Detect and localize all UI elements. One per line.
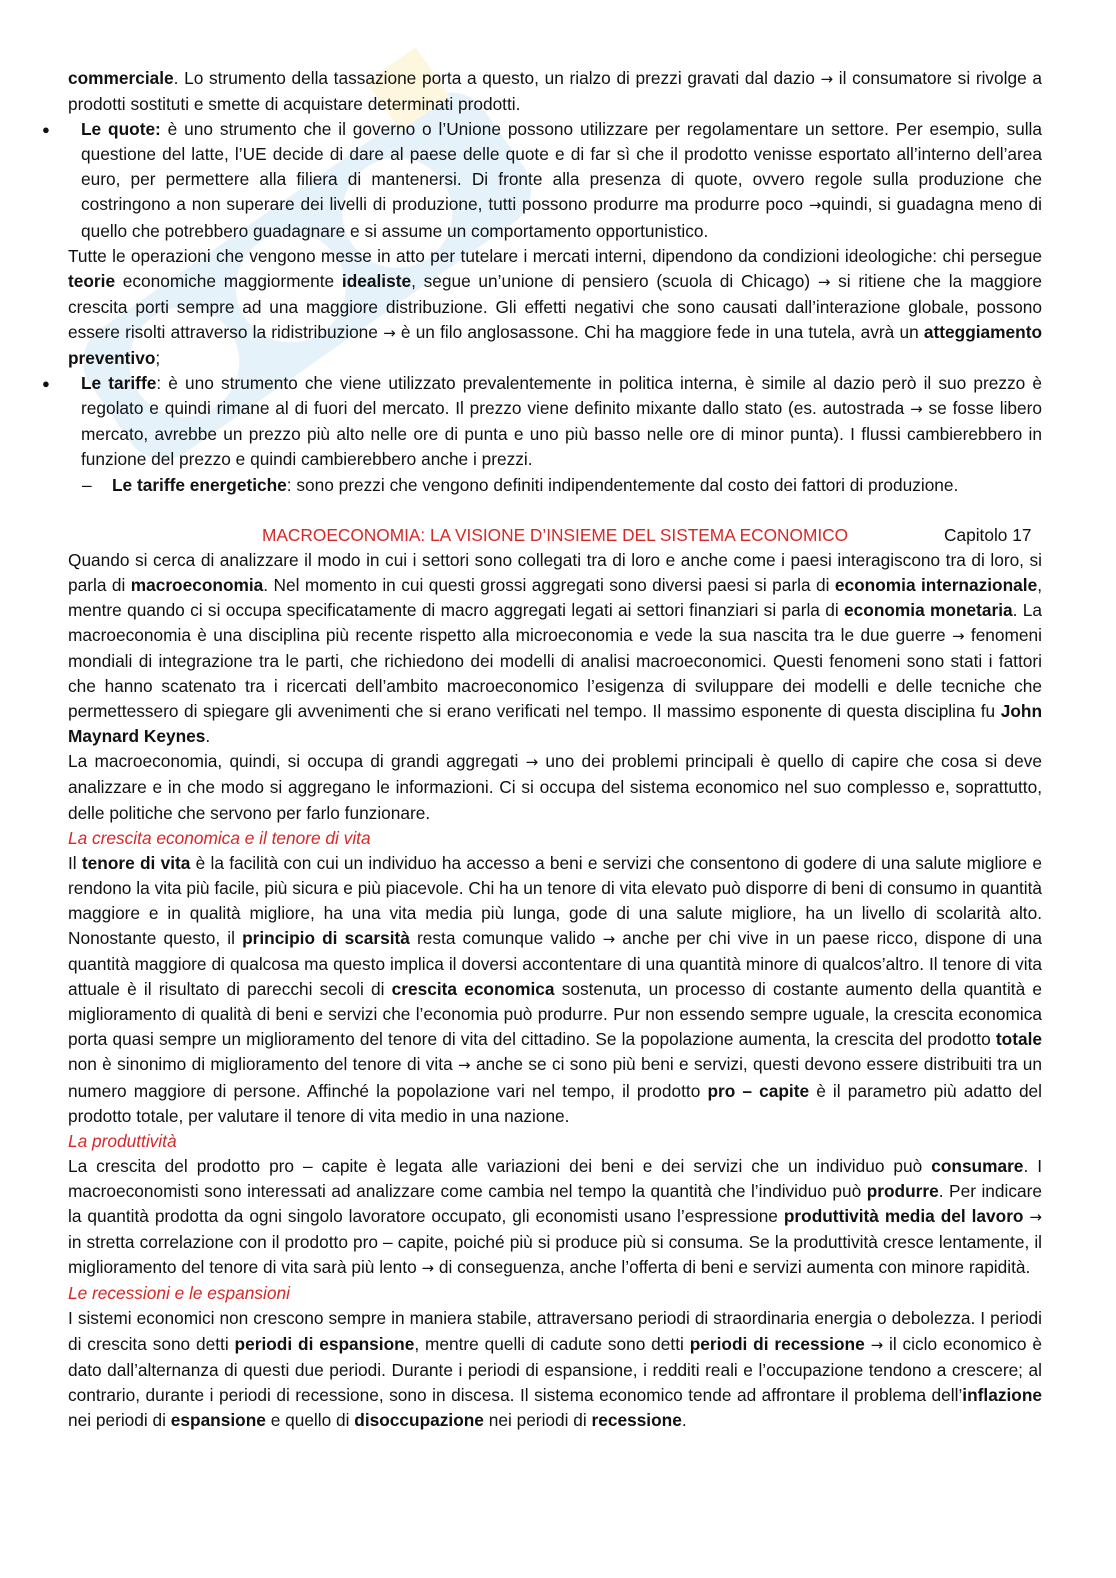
text: . xyxy=(205,726,211,747)
text: La crescita del prodotto pro – capite è legata alle variazioni dei beni e dei servizi che un individuo può xyxy=(68,1155,932,1176)
text: . Per indicare la quantità prodotta da ogni singolo lavoratore occupato, gli economisti usano l’espressione xyxy=(68,1180,1042,1227)
paragraph-macroeconomia xyxy=(68,548,1042,750)
text: quindi, si guadagna meno di quello che potrebbero guadagnare e si assume un comportamento opportunistico. xyxy=(81,194,1042,241)
text: , segue un’unione di pensiero (scuola di Chicago) xyxy=(411,270,818,291)
chapter-number: Capitolo 17 xyxy=(944,524,1032,545)
term: John Maynard Keynes xyxy=(68,701,1042,747)
dash-icon: – xyxy=(82,474,92,495)
text: . La macroeconomia è una disciplina più recente rispetto alla microeconomia e vede la sua nascita tra le due guerre xyxy=(68,599,1043,645)
term-commerciale: commerciale xyxy=(68,68,174,88)
arrow-icon: → xyxy=(602,930,616,948)
text: : sono prezzi che vengono definiti indipendentemente dal costo dei fattori di produzione. xyxy=(286,474,959,495)
text: in stretta correlazione con il prodotto pro – capite, poiché più si produce più si consuma. Se la produttività cresce lentamente, il miglioramento del tenore di vita sarà più lento xyxy=(68,1232,1042,1278)
text: . Lo strumento della tassazione porta a questo, un rialzo di prezzi gravati dal dazio xyxy=(173,68,821,88)
text: . I macroeconomisti sono interessati ad analizzare come cambia nel tempo la quantità che l’individuo può xyxy=(68,1155,1042,1201)
term: produttività media del lavoro xyxy=(783,1206,1024,1227)
text: sostenuta, un processo di costante aumento della quantità e miglioramento di qualità di beni e servizi che l’economia può produrre. Pur non essendo sempre uguale, la crescita economica porta quasi sempre un miglioramento del tenore di vita del cittadino. Se la popolazione aumenta, la crescita del prodotto xyxy=(68,979,1043,1050)
list-item-tariffe-energetiche xyxy=(68,473,1042,498)
arrow-icon: → xyxy=(820,70,834,88)
list-item-quote xyxy=(42,117,1042,243)
term: inflazione xyxy=(962,1384,1042,1405)
chapter-title: MACROECONOMIA: LA VISIONE D’INSIEME DEL SISTEMA ECONOMICO xyxy=(262,524,849,545)
text: economiche maggiormente xyxy=(115,270,342,291)
text: ; xyxy=(155,348,161,369)
text: di conseguenza, anche l’offerta di beni e servizi aumenta con minore rapidità. xyxy=(434,1257,1031,1278)
text: I sistemi economici non crescono sempre in maniera stabile, attraversano periodi di straordinaria energia o debolezza. I periodi di crescita sono detti xyxy=(68,1308,1042,1354)
list-item-tariffe xyxy=(42,371,1042,472)
paragraph-produttivita xyxy=(68,1154,1042,1281)
text: Il xyxy=(68,852,82,873)
arrow-icon: → xyxy=(808,196,822,215)
term: teorie xyxy=(68,270,116,291)
text: resta comunque valido xyxy=(409,928,603,948)
term: recessione xyxy=(591,1409,682,1430)
arrow-icon: → xyxy=(525,753,539,772)
arrow-icon: → xyxy=(383,323,396,342)
arrow-icon: → xyxy=(870,1335,884,1354)
term: disoccupazione xyxy=(354,1409,484,1430)
term: economia monetaria xyxy=(844,599,1013,620)
term: economia internazionale xyxy=(834,574,1038,595)
text: La macroeconomia, quindi, si occupa di grandi aggregati xyxy=(68,751,526,772)
text: il ciclo economico è dato dall’alternanza di questi due periodi. Durante i periodi di espansione, i redditi reali e l’occupazione tendono a crescere; al contrario, durante i periodi di recessione, sono in discesa. Il sistema economico tende ad affrontare il problema dell’ xyxy=(68,1333,1042,1405)
term-tariffe: Le tariffe xyxy=(81,373,157,394)
text: uno dei problemi principali è quello di capire che cosa si deve analizzare e in che modo si aggregano le informazioni. Ci si occupa del sistema economico nel suo complesso e, soprattutto, delle politiche che servono per farlo funzionare. xyxy=(68,751,1042,823)
text: è un filo anglosassone. Chi ha maggiore fede in una tutela, avrà un xyxy=(395,321,924,342)
text: fenomeni mondiali di integrazione tra le parti, che richiedono dei modelli di analisi macroeconomici. Questi fenomeni sono stati i fattori che hanno scatenato tra i ricercati dell’ambito macroeconomico l’esigenza di sviluppare dei modelli e delle tecniche che permettessero di spiegare gli avvenimenti che si erano verificati nel tempo. Il massimo esponente di questa disciplina fu xyxy=(68,624,1042,722)
subheading-produttivita: La produttività xyxy=(68,1130,177,1151)
arrow-icon: → xyxy=(458,1056,471,1075)
term: periodi di espansione xyxy=(234,1333,415,1354)
text: nei periodi di xyxy=(68,1409,171,1430)
text: il consumatore si rivolge a prodotti sostituti e smette di acquistare determinati prodotti. xyxy=(68,68,1042,115)
document-page xyxy=(42,66,1043,1433)
term: produrre xyxy=(866,1180,939,1201)
paragraph-grandi-aggregati xyxy=(68,749,1042,825)
text: e quello di xyxy=(265,1409,355,1430)
term: idealiste xyxy=(341,270,412,291)
term: totale xyxy=(995,1029,1042,1050)
text: è il parametro più adatto del prodotto totale, per valutare il tenore di vita medio in una nazione. xyxy=(68,1080,1043,1126)
text: . Nel momento in cui questi grossi aggregati sono diversi paesi si parla di xyxy=(263,574,835,595)
arrow-icon: → xyxy=(421,1259,435,1278)
term: macroeconomia xyxy=(130,574,264,595)
text: è la facilità con cui un individuo ha accesso a beni e servizi che consentono di godere di una salute migliore e rendono la vita più facile, più sicura e più piacevole. Chi ha un tenore di vita elevato può disporre di beni di consumo in quantità maggiore e in qualità migliore, ha una vita media più lunga, gode di una salute migliore, ha un livello di scolarità alto. Nonostante questo, il xyxy=(68,852,1042,948)
paragraph-tenore-di-vita xyxy=(68,851,1042,1129)
term: pro – capite xyxy=(707,1080,810,1101)
text: . xyxy=(681,1409,687,1430)
arrow-icon: → xyxy=(910,400,923,419)
text: Quando si cerca di analizzare il modo in cui i settori sono collegati tra di loro e anche come i paesi interagiscono tra di loro, si parla di xyxy=(68,549,1042,595)
term: principio di scarsità xyxy=(242,928,410,948)
text: Tutte le operazioni che vengono messe in atto per tutelare i mercati interni, dipendono da condizioni ideologiche: chi persegue xyxy=(68,245,1042,266)
paragraph-recessioni xyxy=(68,1306,1042,1432)
subheading-recessioni: Le recessioni e le espansioni xyxy=(68,1283,290,1304)
text: si ritiene che la maggiore crescita porti sempre ad una maggiore distribuzione. Gli effetti negativi che sono causati dall’interazione globale, possono essere risolti attraverso la ridistribuzione xyxy=(68,270,1042,342)
term-quote: Le quote: xyxy=(81,119,161,140)
arrow-icon: → xyxy=(817,272,831,291)
term: espansione xyxy=(170,1409,266,1430)
arrow-icon: → xyxy=(1029,1208,1042,1227)
text: nei periodi di xyxy=(483,1409,592,1430)
text: anche per chi vive in un paese ricco, dispone di una quantità maggiore di qualcosa ma questo implica il doversi accontentare di una quantità minore di qualcos’altro. Il tenore di vita attuale è il risultato di parecchi secoli di xyxy=(68,928,1042,1000)
bullet-icon: ● xyxy=(42,376,50,392)
bullet-icon: ● xyxy=(42,122,50,138)
text: anche se ci sono più beni e servizi, questi devono essere distribuiti tra un numero maggiore di persone. Affinché la popolazione vari nel tempo, il prodotto xyxy=(68,1054,1042,1101)
text: se fosse libero mercato, avrebbe un prezzo più alto nelle ore di punta e uno più basso nelle ore di minor punta). I flussi cambierebbero in funzione del prezzo e quindi cambierebbero anche i prezzi. xyxy=(81,398,1042,470)
text: , mentre quelli di cadute sono detti xyxy=(414,1333,690,1354)
text: non è sinonimo di miglioramento del tenore di vita xyxy=(68,1054,459,1075)
text: è uno strumento che il governo o l’Unione possono utilizzare per regolamentare un settore. Per esempio, sulla questione del latte, l’UE decide di dare al paese delle quote e di far sì che il prodotto venisse esportato all’interno dell’area euro, per permettere alla filiera di mantenersi. Di fronte alla presenza di quote, ovvero regole sulla produzione che costringono a non superare dei livelli di produzione, tutti possono produrre ma produrre poco xyxy=(81,119,1042,215)
text: : è uno strumento che viene utilizzato prevalentemente in politica interna, è simile al dazio però il suo prezzo è regolato e quindi rimane al di fuori del mercato. Il prezzo viene definito mixante dallo stato (es. autostrada xyxy=(81,373,1042,419)
text: , mentre quando ci si occupa specificatamente di macro aggregati legati ai settori finanziari si parla di xyxy=(68,574,1042,620)
term-tariffe-energetiche: Le tariffe energetiche xyxy=(112,474,287,495)
paragraph-commerciale xyxy=(68,66,1042,117)
subheading-crescita: La crescita economica e il tenore di vita xyxy=(68,827,371,848)
chapter-heading xyxy=(68,523,1042,548)
arrow-icon: → xyxy=(951,626,965,645)
paragraph-tutte-le-operazioni xyxy=(68,244,1042,371)
term: periodi di recessione xyxy=(689,1333,865,1354)
term: tenore di vita xyxy=(81,852,191,873)
term: crescita economica xyxy=(391,979,555,1000)
term: consumare xyxy=(931,1155,1024,1176)
term: atteggiamento preventivo xyxy=(68,321,1043,369)
